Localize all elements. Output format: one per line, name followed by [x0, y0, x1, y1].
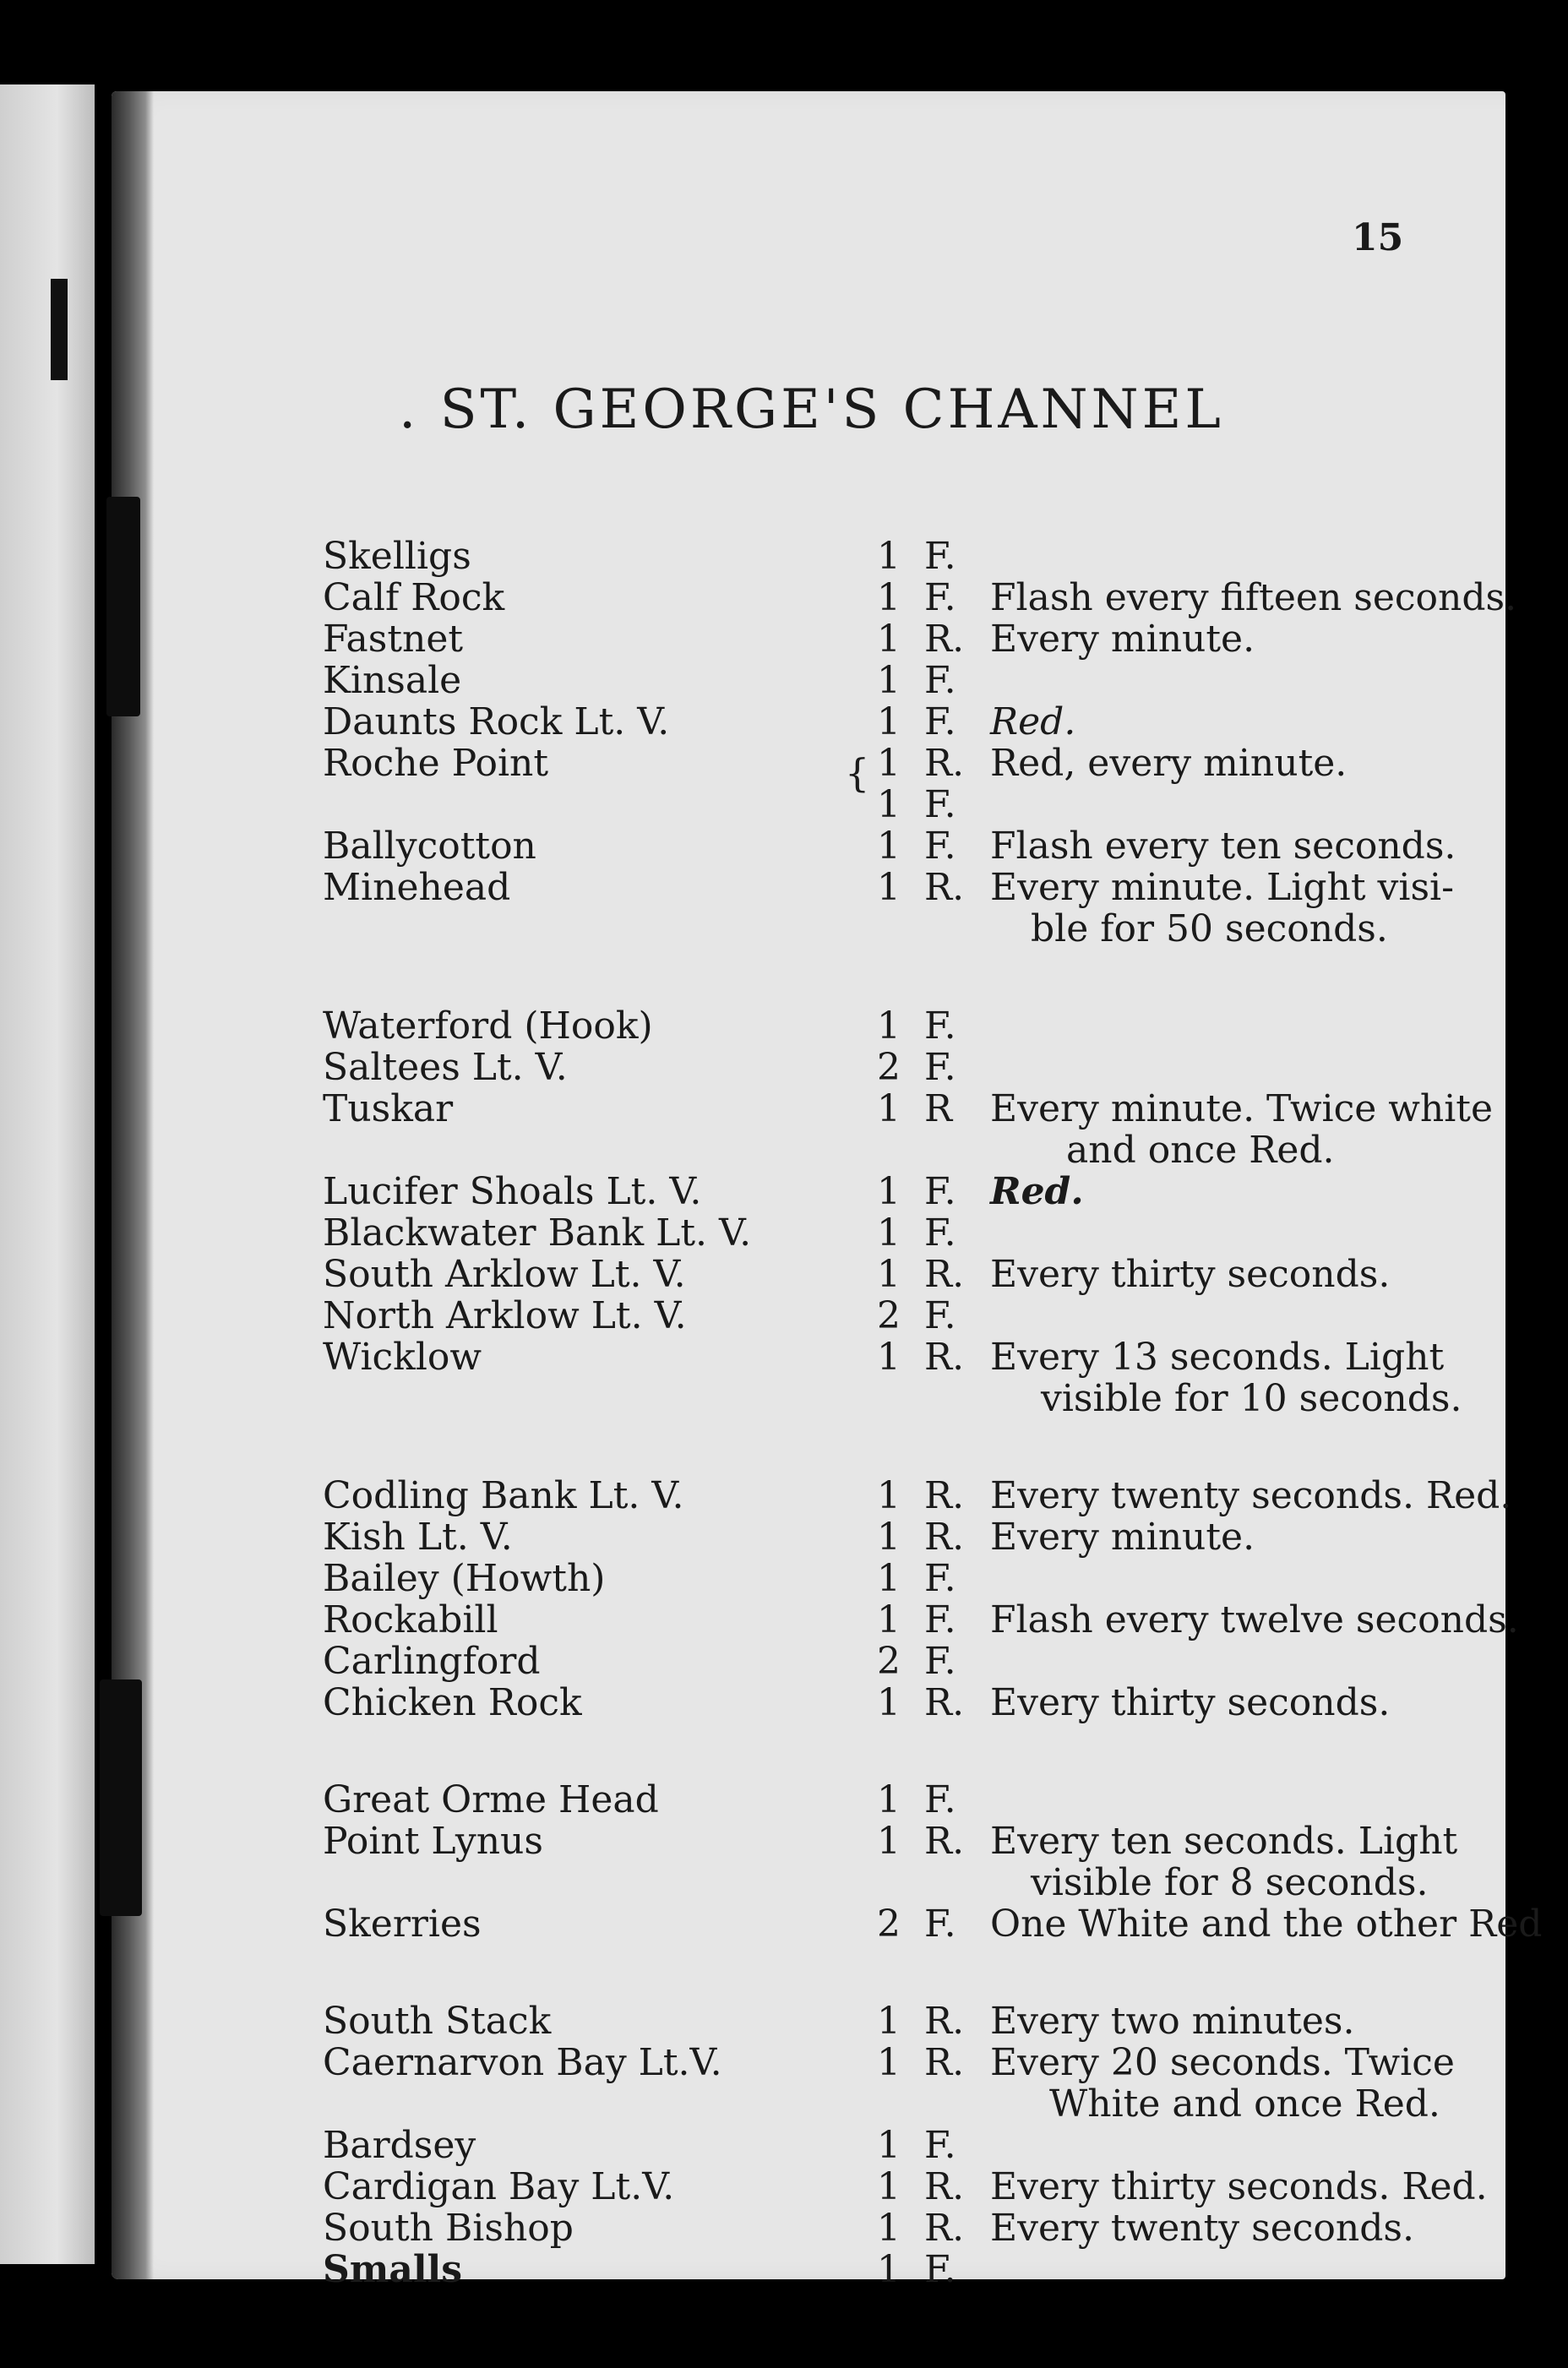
light-count: 2	[877, 1640, 901, 1683]
light-count: 1	[877, 2248, 901, 2291]
table-row	[323, 1778, 1505, 1820]
table-row	[323, 2248, 1505, 2289]
light-description: Every minute. Twice white	[990, 1087, 1494, 1130]
table-row	[323, 1598, 1519, 1641]
light-count: 1	[877, 2124, 901, 2167]
light-name: Kish Lt. V.	[323, 1516, 513, 1559]
table-row-continuation	[323, 2082, 1505, 2124]
light-type: R.	[924, 1253, 965, 1296]
light-type: F.	[924, 825, 956, 868]
light-count: 1	[877, 700, 901, 743]
light-description-continued: White and once Red.	[1049, 2082, 1440, 2126]
light-count: 1	[877, 1778, 901, 1821]
light-description: Every two minutes.	[990, 2000, 1355, 2043]
facing-page-edge	[0, 84, 95, 2264]
table-row	[323, 1046, 1505, 1087]
light-description: Every thirty seconds. Red.	[990, 2165, 1488, 2208]
light-name: North Arklow Lt. V.	[323, 1294, 687, 1337]
table-row	[323, 1211, 1505, 1253]
light-count: 1	[877, 1087, 901, 1130]
table-row	[323, 700, 1505, 742]
table-row	[323, 2000, 1505, 2041]
light-name: Kinsale	[323, 659, 462, 702]
light-description: Every minute.	[990, 618, 1255, 661]
light-description-continued: ble for 50 seconds.	[1031, 907, 1388, 950]
light-name: Cardigan Bay Lt.V.	[323, 2165, 675, 2208]
light-description: Every twenty seconds.	[990, 2207, 1414, 2250]
binding-tape-mark	[100, 1679, 142, 1916]
light-name: Rockabill	[323, 1598, 498, 1641]
light-name: Calf Rock	[323, 576, 505, 619]
light-description: Every minute. Light visi-	[990, 866, 1454, 909]
light-name: Smalls	[323, 2248, 463, 2291]
light-description-continued: visible for 10 seconds.	[1041, 1377, 1462, 1420]
light-description: Flash every ten seconds.	[990, 825, 1456, 868]
light-name: Waterford (Hook)	[323, 1004, 653, 1048]
light-type: F.	[924, 1004, 956, 1048]
table-row	[323, 1640, 1505, 1681]
light-name: Wicklow	[323, 1336, 482, 1379]
light-count: 1	[877, 1474, 901, 1517]
table-row	[323, 1681, 1505, 1723]
page-number: 15	[1352, 216, 1404, 259]
light-description: Flash every fifteen seconds.	[990, 576, 1517, 619]
light-name: Fastnet	[323, 618, 464, 661]
light-type: F.	[924, 576, 956, 619]
light-type: F.	[924, 1640, 956, 1683]
light-count: 1	[877, 742, 901, 785]
light-description: Every ten seconds. Light	[990, 1820, 1458, 1863]
light-description: Flash every twelve seconds.	[990, 1598, 1519, 1641]
table-row	[323, 825, 1505, 866]
light-type: F.	[924, 1294, 956, 1337]
light-description: Every thirty seconds.	[990, 1681, 1391, 1724]
light-name: South Arklow Lt. V.	[323, 1253, 686, 1296]
table-row	[323, 659, 1505, 700]
light-name: Codling Bank Lt. V.	[323, 1474, 684, 1517]
book-page	[112, 91, 1543, 2291]
light-type: R.	[924, 1516, 965, 1559]
light-description: Red.	[990, 700, 1076, 743]
light-name: Roche Point	[323, 742, 549, 785]
light-count: 1	[877, 576, 901, 619]
light-name: Bailey (Howth)	[323, 1557, 606, 1600]
table-row	[323, 1903, 1543, 1946]
light-type: R.	[924, 1474, 965, 1517]
light-name: Lucifer Shoals Lt. V.	[323, 1170, 702, 1213]
light-description: Red.	[990, 1170, 1084, 1213]
table-row	[323, 2207, 1505, 2248]
bracket-glyph: {	[845, 750, 870, 796]
light-count: 1	[877, 2207, 901, 2250]
light-type: F.	[924, 1046, 956, 1089]
table-row-continuation	[323, 1861, 1505, 1903]
light-count: 1	[877, 1681, 901, 1724]
light-type: F.	[924, 1598, 956, 1641]
light-count: 1	[877, 1516, 901, 1559]
table-row-continuation	[323, 1377, 1505, 1418]
light-count: 1	[877, 1211, 901, 1255]
light-name: Carlingford	[323, 1640, 541, 1683]
table-row	[323, 2124, 1505, 2165]
table-row-continuation	[323, 907, 1505, 949]
light-type: R.	[924, 1681, 965, 1724]
light-count: 1	[877, 2000, 901, 2043]
light-type: R.	[924, 2000, 965, 2043]
light-name: Tuskar	[323, 1087, 454, 1130]
light-count: 1	[877, 535, 901, 578]
table-row	[323, 783, 1505, 825]
table-row	[323, 1336, 1505, 1377]
light-type: R.	[924, 2165, 965, 2208]
table-row	[323, 535, 1505, 576]
table-row	[323, 1170, 1505, 1211]
table-row	[323, 1557, 1505, 1598]
binding-tape-mark	[106, 497, 140, 716]
table-row	[323, 2165, 1505, 2207]
light-description: Every twenty seconds. Red.	[990, 1474, 1512, 1517]
light-name: Chicken Rock	[323, 1681, 582, 1724]
light-count: 1	[877, 1170, 901, 1213]
light-description: One White and the other Red	[990, 1903, 1543, 1946]
table-row	[323, 576, 1517, 619]
light-type: F.	[924, 535, 956, 578]
light-count: 1	[877, 1598, 901, 1641]
light-count: 1	[877, 1253, 901, 1296]
table-row	[323, 618, 1505, 659]
table-row	[323, 1516, 1505, 1557]
light-type: F.	[924, 1778, 956, 1821]
light-count: 2	[877, 1294, 901, 1337]
light-name: Skerries	[323, 1903, 482, 1946]
light-count: 1	[877, 866, 901, 909]
light-description-continued: and once Red.	[1066, 1129, 1335, 1172]
table-row-continuation	[323, 1129, 1505, 1170]
light-type: R.	[924, 866, 965, 909]
light-name: Point Lynus	[323, 1820, 543, 1863]
light-type: R.	[924, 2041, 965, 2084]
table-row	[323, 1820, 1505, 1861]
light-description: Red, every minute.	[990, 742, 1348, 785]
light-name: Daunts Rock Lt. V.	[323, 700, 670, 743]
light-count: 1	[877, 2165, 901, 2208]
light-type: F.	[924, 783, 956, 826]
light-type: F.	[924, 2124, 956, 2167]
light-description: Every minute.	[990, 1516, 1255, 1559]
light-description: Every 13 seconds. Light	[990, 1336, 1445, 1379]
light-count: 1	[877, 825, 901, 868]
table-row	[323, 2041, 1505, 2082]
binding-mark	[51, 279, 68, 380]
light-type: F.	[924, 1557, 956, 1600]
light-count: 1	[877, 1336, 901, 1379]
light-description-continued: visible for 8 seconds.	[1031, 1861, 1429, 1904]
light-name: Ballycotton	[323, 825, 536, 868]
light-type: R	[924, 1087, 953, 1130]
light-type: F.	[924, 1170, 956, 1213]
light-count: 1	[877, 659, 901, 702]
light-count: 1	[877, 1820, 901, 1863]
light-count: 1	[877, 2041, 901, 2084]
light-name: Minehead	[323, 866, 511, 909]
light-name: Saltees Lt. V.	[323, 1046, 568, 1089]
light-type: F.	[924, 659, 956, 702]
light-name: Great Orme Head	[323, 1778, 659, 1821]
table-row	[323, 1253, 1505, 1294]
light-type: R.	[924, 742, 965, 785]
light-type: F.	[924, 2248, 956, 2291]
light-type: R.	[924, 2207, 965, 2250]
lights-table	[323, 535, 1543, 2291]
page-spine-shadow	[112, 91, 154, 2279]
table-row	[323, 1474, 1512, 1517]
light-type: R.	[924, 1820, 965, 1863]
light-count: 2	[877, 1046, 901, 1089]
light-count: 2	[877, 1903, 901, 1946]
light-count: 1	[877, 618, 901, 661]
table-row	[323, 866, 1505, 907]
table-row	[323, 742, 1505, 796]
light-name: Skelligs	[323, 535, 471, 578]
light-name: South Bishop	[323, 2207, 574, 2250]
light-count: 1	[877, 1004, 901, 1048]
light-type: R.	[924, 618, 965, 661]
light-count: 1	[877, 783, 901, 826]
light-description: Every thirty seconds.	[990, 1253, 1391, 1296]
light-description: Every 20 seconds. Twice	[990, 2041, 1455, 2084]
table-row	[323, 1087, 1505, 1129]
page-title: . ST. GEORGE'S CHANNEL	[399, 378, 1224, 441]
table-row	[323, 1294, 1505, 1336]
light-name: South Stack	[323, 2000, 552, 2043]
light-name: Blackwater Bank Lt. V.	[323, 1211, 752, 1255]
light-type: R.	[924, 1336, 965, 1379]
light-name: Caernarvon Bay Lt.V.	[323, 2041, 722, 2084]
light-name: Bardsey	[323, 2124, 476, 2167]
light-type: F.	[924, 700, 956, 743]
table-row	[323, 1004, 1505, 1046]
light-type: F.	[924, 1211, 956, 1255]
light-count: 1	[877, 1557, 901, 1600]
light-type: F.	[924, 1903, 956, 1946]
